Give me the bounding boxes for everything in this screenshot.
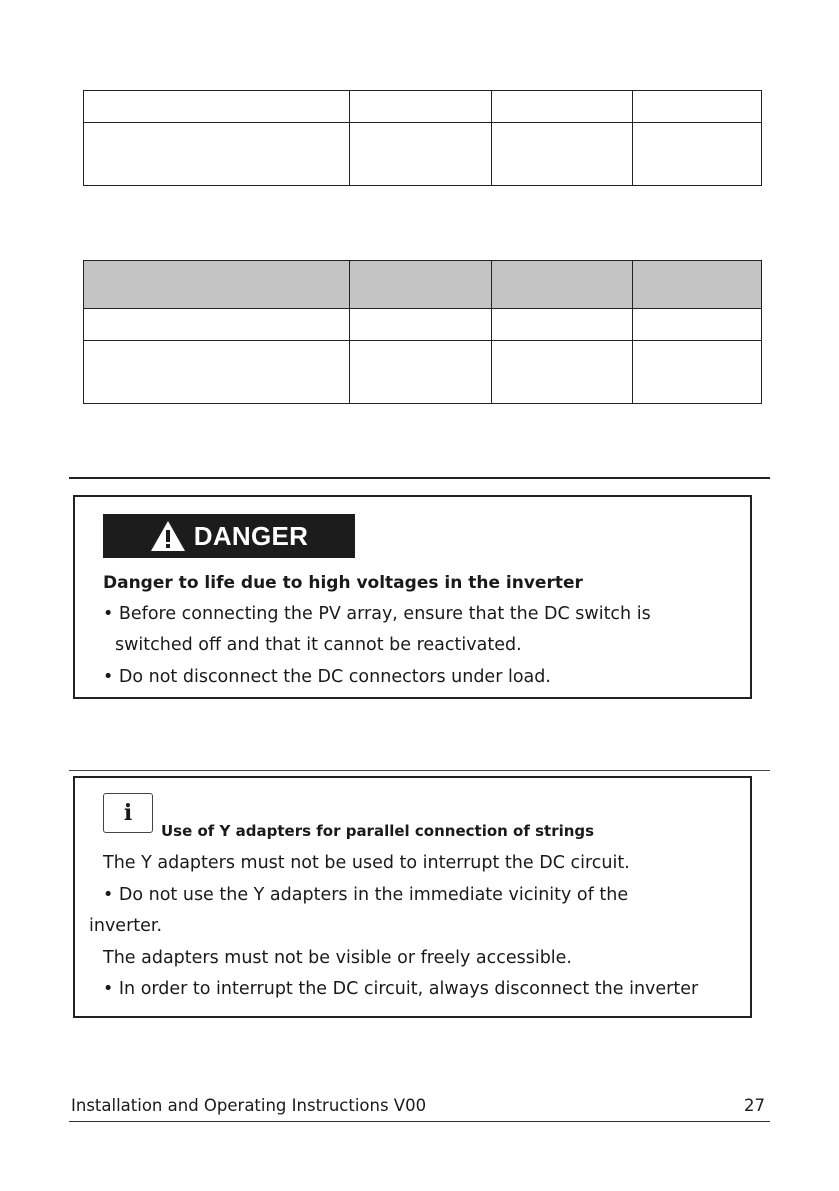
section-divider — [69, 477, 770, 479]
danger-badge — [103, 514, 355, 558]
danger-line: • Do not disconnect the DC connectors under load. — [103, 667, 551, 687]
spec-table-2 — [83, 260, 762, 404]
footer-title: Installation and Operating Instructions V00 — [71, 1096, 427, 1115]
danger-badge-label: DANGER — [193, 520, 309, 551]
table-row — [84, 123, 762, 186]
page-number: 27 — [744, 1096, 765, 1115]
footer-divider — [69, 1121, 770, 1122]
table-row — [84, 341, 762, 404]
table-row — [84, 309, 762, 341]
warning-icon — [150, 520, 186, 552]
danger-line: switched off and that it cannot be reactivated. — [115, 635, 522, 655]
info-line: • In order to interrupt the DC circuit, always disconnect the inverter — [103, 979, 699, 999]
info-line: The Y adapters must not be used to interrupt the DC circuit. — [103, 853, 630, 873]
info-line: inverter. — [89, 916, 163, 936]
table-row — [84, 91, 762, 123]
danger-line: • Before connecting the PV array, ensure that the DC switch is — [103, 604, 651, 624]
info-icon: i — [103, 793, 153, 833]
info-title: Use of Y adapters for parallel connection of strings — [161, 822, 595, 840]
spec-table-1 — [83, 90, 762, 186]
info-line: • Do not use the Y adapters in the immediate vicinity of the — [103, 885, 629, 905]
danger-title: Danger to life due to high voltages in the inverter — [103, 573, 583, 593]
info-line: The adapters must not be visible or freely accessible. — [103, 948, 572, 968]
info-notice — [73, 776, 752, 1018]
section-divider — [69, 770, 770, 771]
danger-notice — [73, 495, 752, 699]
table-header-row — [84, 261, 762, 309]
